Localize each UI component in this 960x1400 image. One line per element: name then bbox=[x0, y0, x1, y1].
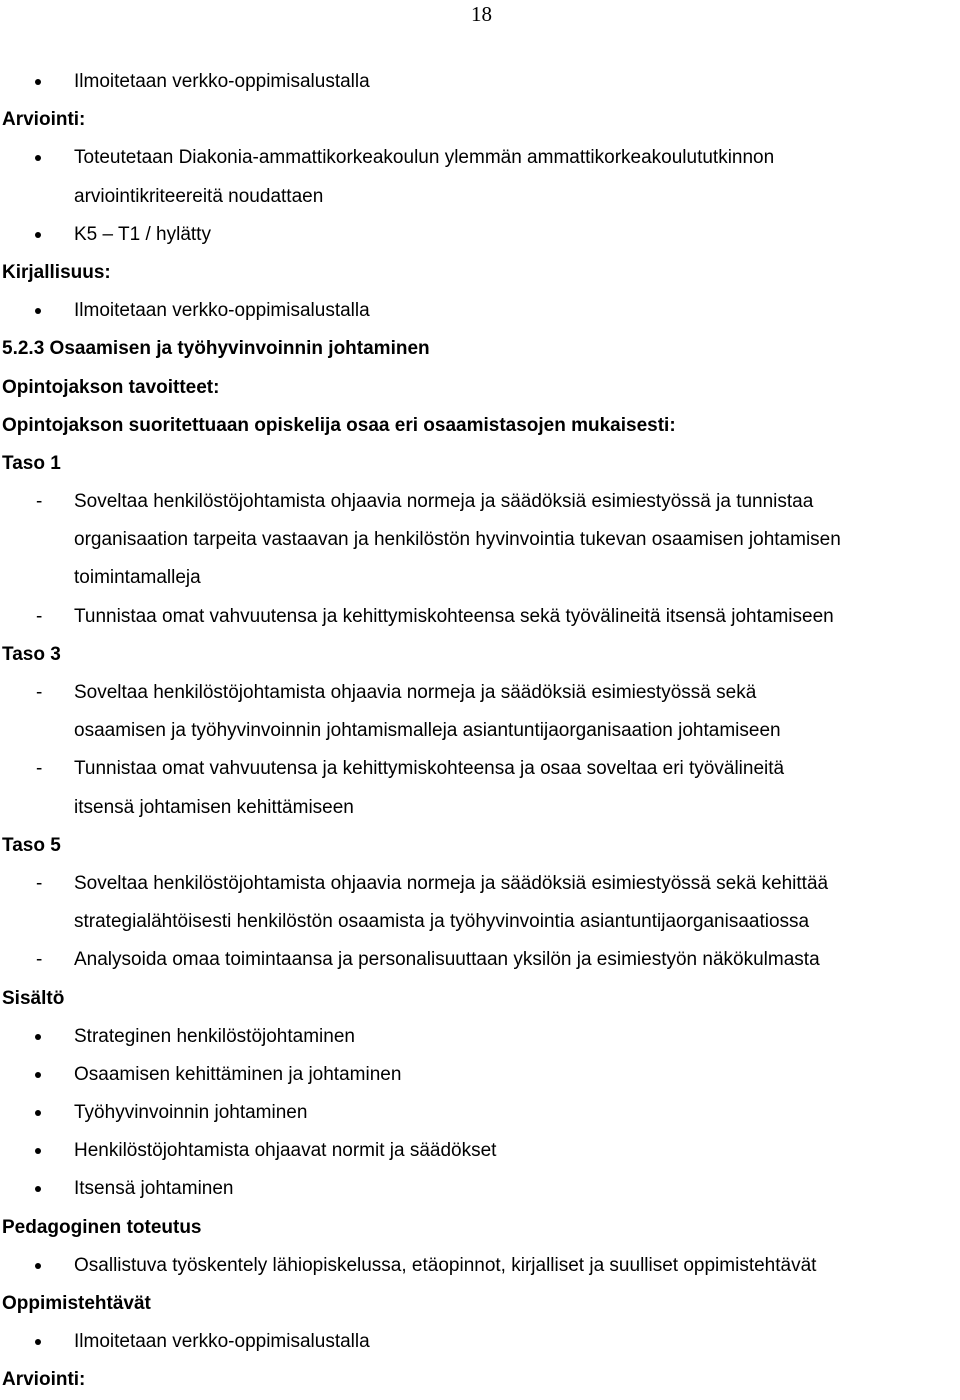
bullet-item bbox=[2, 216, 960, 254]
section-heading bbox=[2, 369, 960, 407]
continuation-line bbox=[2, 559, 960, 597]
line-text: osaamisen ja työhyvinvoinnin johtamismalleja asiantuntijaorganisaation johtamiseen bbox=[74, 720, 781, 742]
bullet-icon bbox=[35, 1034, 41, 1040]
section-heading bbox=[2, 1285, 960, 1323]
dash-icon: - bbox=[36, 872, 43, 894]
line-text: Ilmoitetaan verkko-oppimisalustalla bbox=[74, 71, 370, 92]
line-text: Henkilöstöjohtamista ohjaavat normit ja säädökset bbox=[74, 1140, 497, 1162]
section-heading bbox=[2, 254, 960, 292]
line-text: Sisältö bbox=[2, 987, 65, 1009]
line-text: Taso 1 bbox=[2, 452, 61, 474]
line-text: arviointikriteereitä noudattaen bbox=[74, 185, 324, 207]
line-text: Ilmoitetaan verkko-oppimisalustalla bbox=[74, 300, 370, 322]
bullet-icon bbox=[35, 232, 41, 238]
line-text: 5.2.3 Osaamisen ja työhyvinvoinnin johtaminen bbox=[2, 338, 430, 360]
bullet-icon bbox=[35, 1110, 41, 1116]
bullet-item bbox=[2, 1170, 960, 1208]
section-heading bbox=[2, 407, 960, 445]
bullet-icon bbox=[35, 1186, 41, 1192]
dash-icon: - bbox=[36, 758, 43, 780]
dash-item bbox=[2, 941, 960, 979]
continuation-line bbox=[2, 521, 960, 559]
line-text: Analysoida omaa toimintaansa ja personalisuuttaan yksilön ja esimiestyön näkökulmasta bbox=[74, 949, 820, 971]
line-text: K5 – T1 / hylätty bbox=[74, 223, 211, 245]
bullet-item bbox=[2, 1018, 960, 1056]
line-text: Tunnistaa omat vahvuutensa ja kehittymiskohteensa sekä työvälineitä itsensä johtamiseen bbox=[74, 605, 834, 627]
bullet-item bbox=[2, 139, 960, 177]
section-heading bbox=[2, 1209, 960, 1247]
line-text: Taso 3 bbox=[2, 643, 61, 665]
line-text: Osaamisen kehittäminen ja johtaminen bbox=[74, 1063, 402, 1085]
continuation-line bbox=[2, 789, 960, 827]
line-text: Arviointi: bbox=[2, 109, 86, 131]
section-heading bbox=[2, 445, 960, 483]
document-body bbox=[2, 63, 960, 1400]
section-heading bbox=[2, 827, 960, 865]
dash-icon: - bbox=[36, 491, 43, 513]
line-text: Kirjallisuus: bbox=[2, 261, 111, 283]
dash-icon: - bbox=[36, 949, 43, 971]
section-heading bbox=[2, 330, 960, 368]
line-text: Opintojakson suoritettuaan opiskelija osaa eri osaamistasojen mukaisesti: bbox=[2, 414, 676, 436]
line-text: Arviointi: bbox=[2, 1369, 86, 1391]
bullet-icon bbox=[35, 79, 41, 85]
bullet-item bbox=[2, 292, 960, 330]
line-text: Strateginen henkilöstöjohtaminen bbox=[74, 1025, 355, 1047]
page-number: 18 bbox=[471, 2, 492, 26]
line-text: Soveltaa henkilöstöjohtamista ohjaavia normeja ja säädöksiä esimiestyössä ja tunnistaa bbox=[74, 491, 814, 513]
line-text: itsensä johtamisen kehittämiseen bbox=[74, 796, 354, 818]
line-text: Opintojakson tavoitteet: bbox=[2, 376, 220, 398]
bullet-item bbox=[2, 63, 960, 101]
continuation-line bbox=[2, 903, 960, 941]
line-text: Taso 5 bbox=[2, 834, 61, 856]
line-text: Oppimistehtävät bbox=[2, 1293, 151, 1314]
dash-item bbox=[2, 674, 960, 712]
line-text: strategialähtöisesti henkilöstön osaamista ja työhyvinvointia asiantuntijaorganisaatiossa bbox=[74, 911, 810, 933]
dash-icon: - bbox=[36, 682, 43, 703]
bullet-icon bbox=[35, 155, 41, 161]
dash-item bbox=[2, 598, 960, 636]
line-text: Pedagoginen toteutus bbox=[2, 1216, 202, 1238]
bullet-item bbox=[2, 1056, 960, 1094]
line-text: Itsensä johtaminen bbox=[74, 1178, 234, 1200]
section-heading bbox=[2, 101, 960, 139]
section-heading bbox=[2, 980, 960, 1018]
bullet-item bbox=[2, 1132, 960, 1170]
line-text: Tunnistaa omat vahvuutensa ja kehittymiskohteensa ja osaa soveltaa eri työvälineitä bbox=[74, 758, 785, 780]
line-text: Soveltaa henkilöstöjohtamista ohjaavia normeja ja säädöksiä esimiestyössä sekä bbox=[74, 682, 757, 703]
bullet-item bbox=[2, 1094, 960, 1132]
bullet-icon bbox=[35, 1148, 41, 1154]
line-text: toimintamalleja bbox=[74, 567, 201, 589]
bullet-icon bbox=[35, 308, 41, 314]
bullet-icon bbox=[35, 1339, 41, 1345]
section-heading bbox=[2, 636, 960, 674]
bullet-item bbox=[2, 1323, 960, 1361]
continuation-line bbox=[2, 712, 960, 750]
line-text: Työhyvinvoinnin johtaminen bbox=[74, 1102, 308, 1124]
dash-item bbox=[2, 750, 960, 788]
line-text: Soveltaa henkilöstöjohtamista ohjaavia normeja ja säädöksiä esimiestyössä sekä kehittää bbox=[74, 872, 829, 894]
line-text: Ilmoitetaan verkko-oppimisalustalla bbox=[74, 1331, 370, 1353]
dash-item bbox=[2, 483, 960, 521]
dash-icon: - bbox=[36, 605, 43, 627]
bullet-icon bbox=[35, 1263, 41, 1269]
line-text: Toteutetaan Diakonia-ammattikorkeakoulun ylemmän ammattikorkeakoulututkinnon bbox=[74, 147, 775, 169]
dash-item bbox=[2, 865, 960, 903]
line-text: Osallistuva työskentely lähiopiskelussa, etäopinnot, kirjalliset ja suulliset oppimistehtävät bbox=[74, 1254, 817, 1276]
bullet-item bbox=[2, 1247, 960, 1285]
continuation-line bbox=[2, 178, 960, 216]
section-heading bbox=[2, 1361, 960, 1399]
line-text: organisaation tarpeita vastaavan ja henkilöstön hyvinvointia tukevan osaamisen johtamisen bbox=[74, 529, 841, 551]
bullet-icon bbox=[35, 1072, 41, 1078]
